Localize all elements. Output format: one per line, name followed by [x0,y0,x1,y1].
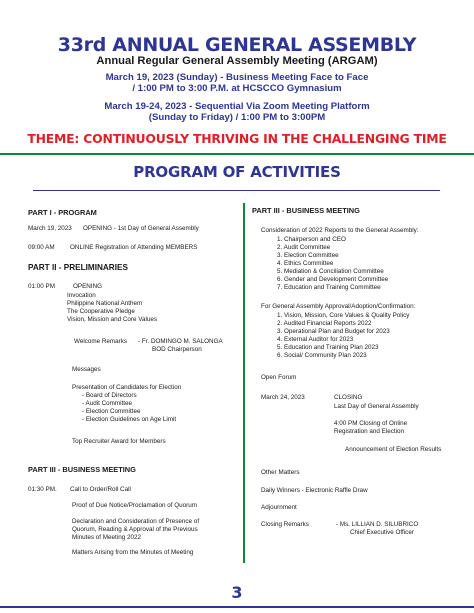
candidate-item: - Board of Directors [82,392,137,399]
report-item: 7. Education and Training Committee [277,284,381,291]
assembly-subtitle: Annual Regular General Assembly Meeting (ARGAM) [96,55,378,67]
closing-label: CLOSING [334,394,363,401]
closing-remarks-label: Closing Remarks [261,521,309,528]
column-divider [243,203,245,563]
report-item: 4. Ethics Committee [277,260,334,267]
closing-date: March 24, 2023 [261,394,305,401]
call-to-order: Call to Order/Roll Call [70,486,131,493]
opening-item: Vision, Mission and Core Values [67,316,158,323]
candidate-item: - Audit Committee [82,400,133,407]
daily-winners: Daily Winners - Electronic Raffle Draw [261,487,368,494]
theme-line: THEME: CONTINUOUSLY THRIVING IN THE CHALLENGING TIME [27,131,447,146]
part2-heading: PART II - PRELIMINARIES [28,263,128,272]
welcome-remarks-title: BOD Chairperson [152,346,202,353]
call-to-order-time: 01:30 PM. [28,486,57,493]
candidate-item: - Election Guidelines on Age Limit [82,416,177,423]
bottom-divider [0,606,474,608]
open-forum: Open Forum [261,374,297,381]
schedule-line-3: March 19-24, 2023 - Sequential Via Zoom Meeting Platform [104,101,370,112]
welcome-remarks-label: Welcome Remarks [74,338,128,345]
opening-item: The Cooperative Pledge [67,308,135,315]
welcome-remarks-name: - Fr. DOMINGO M. SALONGA [138,338,223,345]
report-item: 1. Chairperson and CEO [277,236,346,243]
declaration-line: Minutes of Meeting 2022 [72,534,141,541]
candidate-item: - Election Committee [82,408,141,415]
opening-item: Invocation [67,292,96,299]
approval-item: 2. Audited Financial Reports 2022 [277,320,372,327]
opening-item: Philippine National Anthem [67,300,143,307]
other-matters: Other Matters [261,469,300,476]
part3-heading-left: PART III - BUSINESS MEETING [28,465,136,474]
part1-date-text: OPENING - 1st Day of General Assembly [83,225,199,232]
declaration-line: Quorum, Reading & Approval of the Previous [72,526,198,533]
matters-arising: Matters Arising from the Minutes of Meeting [72,549,194,556]
report-item: 3. Election Committee [277,252,339,259]
closing-online-line: 4:00 PM Closing of Online [334,420,408,427]
announcement: Announcement of Election Results [345,446,442,453]
closing-online-line: Registration and Election [334,428,405,435]
approval-item: 5. Education and Training Plan 2023 [277,344,379,351]
reports-heading: Consideration of 2022 Reports to the General Assembly: [261,227,419,234]
candidates-heading: Presentation of Candidates for Election [72,384,182,391]
green-divider [0,153,474,155]
schedule-line-4: (Sunday to Friday) / 1:00 PM to 3:00PM [148,112,326,123]
approval-item: 6. Social/ Community Plan 2023 [277,352,367,359]
part1-time: 09:00 AM [28,244,55,251]
messages: Messages [72,366,101,373]
declaration-line: Declaration and Consideration of Presence of [72,518,200,525]
blue-divider [33,190,440,191]
adjournment: Adjournment [261,504,297,511]
part1-time-text: ONLINE Registration of Attending MEMBERS [70,244,198,251]
approval-item: 1. Vision, Mission, Core Values & Quality Policy [277,312,410,319]
opening-item: OPENING [73,283,103,290]
recruiter-award: Top Recruiter Award for Members [72,438,166,445]
schedule-line-2: / 1:00 PM to 3:00 P.M. at HCSCCO Gymnasium [132,83,342,94]
closing-day: Last Day of General Assembly [334,403,419,410]
approval-item: 4. External Auditor for 2023 [277,336,354,343]
assembly-title: 33rd ANNUAL GENERAL ASSEMBLY [57,34,417,56]
closing-remarks-name: - Ms. LILLIAN D. SILUBRICO [336,521,419,528]
program-title: PROGRAM OF ACTIVITIES [133,163,341,181]
report-item: 6. Gender and Development Committee [277,276,389,283]
part1-date: March 19, 2023 [28,225,72,232]
approval-heading: For General Assembly Approval/Adoption/Confirmation: [261,303,416,310]
closing-remarks-title: Chief Executive Officer [350,529,414,536]
page-number: 3 [231,583,243,602]
report-item: 2. Audit Committee [277,244,331,251]
opening-time: 01:00 PM [28,283,55,290]
schedule-line-1: March 19, 2023 (Sunday) - Business Meeting Face to Face [105,72,369,83]
due-notice: Proof of Due Notice/Proclamation of Quorum [72,502,197,509]
part3-heading-right: PART III - BUSINESS MEETING [252,206,360,215]
part1-heading: PART I - PROGRAM [28,208,97,217]
report-item: 5. Mediation & Conciliation Committee [277,268,384,275]
approval-item: 3. Operational Plan and Budget for 2023 [277,328,390,335]
